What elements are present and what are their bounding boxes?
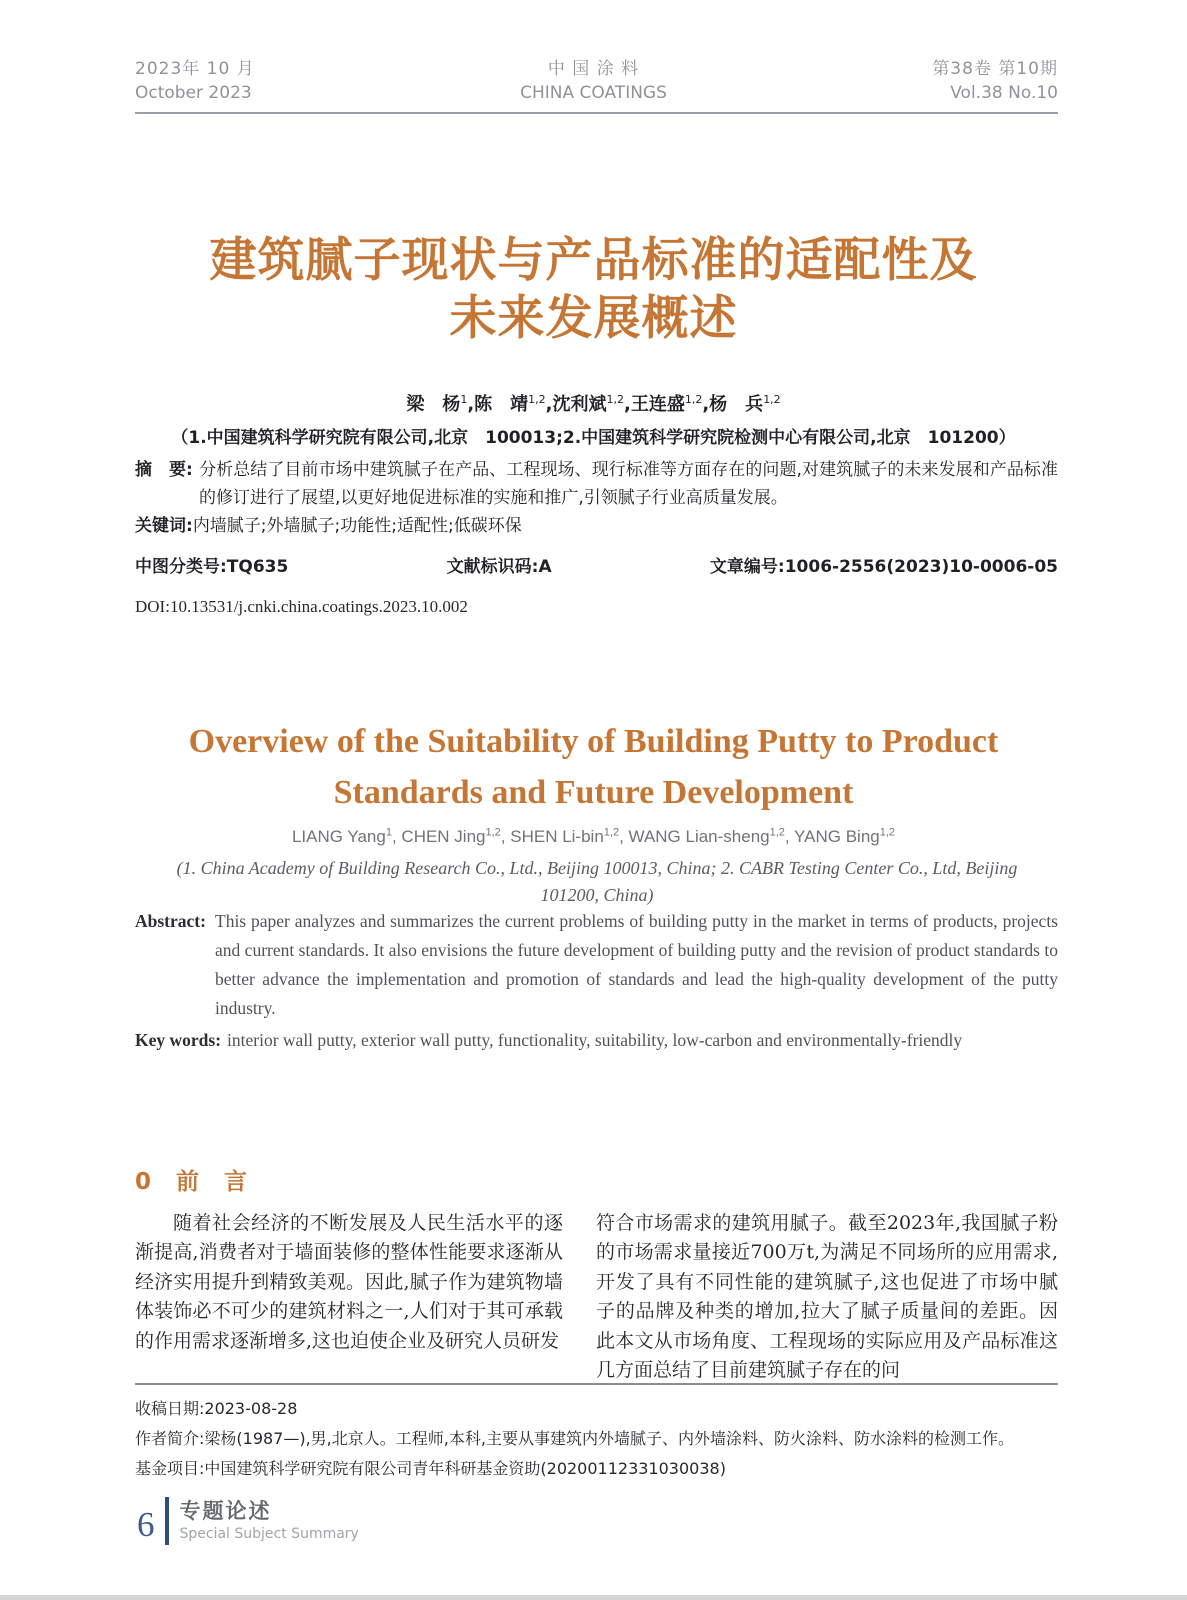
received-date: 收稿日期:2023-08-28 (135, 1399, 298, 1418)
body-column-left (135, 1168, 563, 1385)
journal-name-cn: 中 国 涂 料 (547, 59, 640, 79)
page-footer (137, 1497, 359, 1545)
volume-en: Vol.38 No.10 (950, 83, 1058, 103)
author-affil-superscript: 1,2 (763, 393, 781, 406)
body-paragraph-right: 符合市场需求的建筑用腻子。截至2023年,我国腻子粉的市场需求量接近700万t,为满足不同场所的应用需求,开发了具有不同性能的建筑腻子,这也促进了市场中腻子的品牌及种类的增加,拉大了腻子质量间的差距。因此本文从市场角度、工程现场的实际应用及产品标准这几方面总结了目前建筑腻子存在的问 (596, 1212, 1058, 1382)
footer-column-title (180, 1498, 359, 1544)
clc-number: 中图分类号:TQ635 (135, 557, 289, 577)
authors-en (0, 826, 1187, 847)
author-en: , SHEN Li-bin$^{1,2}$ (500, 826, 620, 846)
keywords-en (135, 1026, 1058, 1055)
affiliation-cn: （1.中国建筑科学研究院有限公司,北京 100013;2.中国建筑科学研究院检测中心有限公司,北京 101200） (171, 428, 1016, 448)
keywords-en-text: interior wall putty, exterior wall putty, functionality, suitability, low-carbon and environmentally-friendly (227, 1030, 963, 1050)
document-code: 文献标识码:A (446, 557, 552, 577)
abstract-en-label: Abstract: (135, 911, 206, 931)
journal-name-en: CHINA COATINGS (520, 83, 667, 103)
author-affil-superscript: 1,2 (769, 826, 785, 838)
author-en: , CHEN Jing$^{1,2}$ (391, 826, 501, 846)
page-number: 6 (137, 1505, 155, 1544)
keywords-en-label: Key words: (135, 1030, 222, 1050)
page-bottom-edge (0, 1595, 1187, 1600)
header-volume (932, 57, 1058, 105)
body-paragraph-left: 随着社会经济的不断发展及人民生活水平的逐渐提高,消费者对于墙面装修的整体性能要求逐渐从经济实用提升到精致美观。因此,腻子作为建筑物墙体装饰必不可少的建筑材料之一,人们对于其可承载的作用需求逐渐增多,这也迫使企业及研究人员研发 (135, 1212, 563, 1352)
header-date-en: October 2023 (135, 83, 252, 103)
article-title-en-line2: Standards and Future Development (333, 774, 854, 811)
abstract-cn-label: 摘 要: (135, 460, 193, 480)
author-en: , WANG Lian-sheng$^{1,2}$ (619, 826, 785, 846)
author-cn: ,沈利斌$^{1,2}$ (545, 393, 624, 415)
author-cn: ,杨 兵$^{1,2}$ (702, 393, 781, 415)
doi: DOI:10.13531/j.cnki.china.coatings.2023.10.002 (135, 597, 468, 616)
affiliation-en: (1. China Academy of Building Research Co., Ltd., Beijing 100013, China; 2. CABR Testing Center Co., Ltd, Beijing 101200, China) (176, 858, 1018, 905)
article-title-cn (0, 232, 1187, 348)
header-date-cn: 2023年 10 月 (135, 59, 255, 79)
abstract-en-text: This paper analyzes and summarizes the current problems of building putty in the market in terms of products, projects and current standards. It also envisions the future development of building putty and the revision of product standards to better advance the implementation and promotion of standards and lead the high-quality development of the putty industry. (215, 911, 1058, 1018)
article-id: 文章编号:1006-2556(2023)10-0006-05 (709, 557, 1058, 577)
keywords-cn (135, 512, 1058, 540)
footer-divider-bar (165, 1497, 169, 1545)
header-date (135, 57, 255, 105)
authors-cn (0, 390, 1187, 416)
classification-row (135, 553, 1058, 581)
body-column-right (596, 1168, 1058, 1385)
keywords-cn-text: 内墙腻子;外墙腻子;功能性;适配性;低碳环保 (192, 516, 522, 536)
author-affil-superscript: 1 (385, 826, 392, 838)
footnote-block (135, 1383, 1058, 1484)
article-body (135, 1168, 1058, 1385)
author-bio: 作者简介:梁杨(1987—),男,北京人。工程师,本科,主要从事建筑内外墙腻子、内外墙涂料、防火涂料、防水涂料的检测工作。 (135, 1429, 1014, 1448)
english-abstract-block (135, 907, 1058, 1055)
author-affil-superscript: 1,2 (528, 393, 546, 406)
author-affil-superscript: 1,2 (879, 826, 896, 838)
article-title-cn-line1: 建筑腻子现状与产品标准的适配性及 (209, 233, 978, 288)
article-title-cn-line2: 未来发展概述 (449, 291, 738, 346)
author-en: , YANG Bing$^{1,2}$ (784, 826, 896, 846)
author-affil-superscript: 1,2 (606, 393, 624, 406)
article-title-en (0, 716, 1187, 818)
article-title-en-line1: Overview of the Suitability of Building Putty to Product (188, 723, 999, 760)
chinese-abstract-block (135, 456, 1058, 621)
volume-cn: 第38卷 第10期 (932, 59, 1058, 79)
journal-header (135, 57, 1058, 114)
footer-column-cn: 专题论述 (179, 1499, 272, 1523)
author-affil-superscript: 1,2 (603, 826, 620, 838)
abstract-en (135, 907, 1058, 1023)
author-affil-superscript: 1,2 (684, 393, 703, 406)
header-journal-name (520, 57, 667, 105)
funding-project: 基金项目:中国建筑科学研究院有限公司青年科研基金资助(20200112331030038) (135, 1459, 726, 1478)
author-affil-superscript: 1 (460, 393, 468, 406)
author-en: LIANG Yang$^1$ (291, 826, 392, 846)
abstract-cn (135, 456, 1058, 512)
abstract-cn-text: 分析总结了目前市场中建筑腻子在产品、工程现场、现行标准等方面存在的问题,对建筑腻子的未来发展和产品标准的修订进行了展望,以更好地促进标准的实施和推广,引领腻子行业高质量发展。 (199, 460, 1058, 508)
section-heading-foreword: 0 前 言 (135, 1169, 249, 1195)
author-cn: 梁 杨$^1$ (406, 393, 468, 415)
author-affil-superscript: 1,2 (485, 826, 501, 838)
footer-column-en: Special Subject Summary (179, 1526, 359, 1542)
author-cn: ,陈 靖$^{1,2}$ (467, 393, 546, 415)
author-cn: ,王连盛$^{1,2}$ (624, 393, 703, 415)
keywords-cn-label: 关键词: (135, 516, 193, 536)
